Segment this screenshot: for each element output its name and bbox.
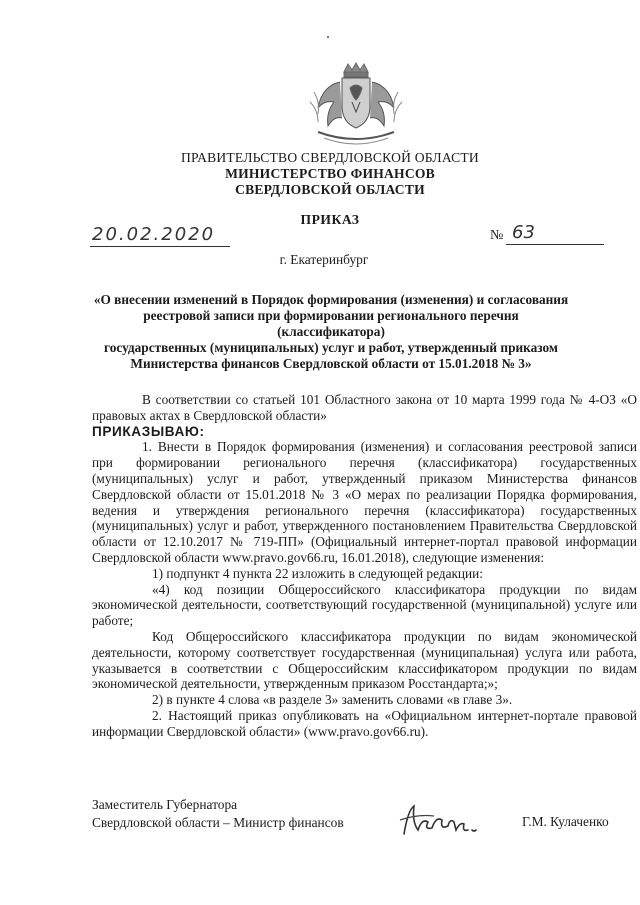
item-1-paragraph: 1. Внести в Порядок формирования (изменения) и согласования реестровой записи при формировании регионального перечня (классификатора) государственных (муниципальных) услуг и работ, утвержденный приказом Министерства финансов Свердловской области от 15.01.2018 № 3 «О мерах по реализации Порядка формирования, ведения и утверждения регионального перечня (классификатора) государственных (муниципальных) услуг и работ, утвержденного постановлением Правительства Свердловской области от 12.10.2017 № 719-ПП» (Официальный интернет-портал правовой информации Свердловской области www.pravo.gov66.ru, 16.01.2018), следующие изменения:	[92, 439, 637, 565]
title-line: «О внесении изменений в Порядок формирования (изменения) и согласования	[93, 292, 569, 307]
scan-speck	[327, 36, 329, 38]
title-line: государственных (муниципальных) услуг и работ, утвержденный приказом	[104, 340, 558, 355]
position-line-2: Свердловской области – Министр финансов	[92, 815, 344, 830]
signatory-name: Г.М. Кулаченко	[522, 814, 609, 829]
order-number-sign: №	[490, 228, 504, 243]
coat-of-arms-icon	[304, 62, 408, 148]
order-title: ПРИКАЗ	[300, 212, 360, 227]
position-line-1: Заместитель Губернатора	[92, 797, 238, 812]
date-underline	[90, 246, 230, 247]
preamble-paragraph: В соответствии со статьей 101 Областного закона от 10 марта 1999 года № 4-ОЗ «О правовых актах в Свердловской области»	[92, 392, 637, 423]
number-underline	[506, 244, 604, 245]
decree-word: ПРИКАЗЫВАЮ:	[92, 423, 205, 439]
header-region: СВЕРДЛОВСКОЙ ОБЛАСТИ	[235, 182, 425, 197]
subitem-1-paragraph: 1) подпункт 4 пункта 22 изложить в следующей редакции:	[152, 565, 483, 581]
order-subject-title	[92, 292, 570, 372]
order-body	[92, 392, 637, 740]
quote-paragraph-1: «4) код позиции Общероссийского классификатора продукции по видам экономической деятельности, соответствующий государственной (муниципальной) услуге или работе;	[92, 581, 637, 629]
handwritten-signature	[398, 800, 494, 840]
quote-paragraph-2: Код Общероссийского классификатора продукции по видам экономической деятельности, которому соответствует государственная (муниципальная) услуга или работа, указывается в соответствии с Общероссийским классификатором продукции по видам экономической деятельности, утвержденным приказом Росстандарта;»;	[92, 628, 637, 692]
order-number: 63	[512, 222, 535, 243]
subitem-2-paragraph: 2) в пункте 4 слова «в разделе 3» заменить словами «в главе 3».	[152, 692, 513, 708]
header-ministry: МИНИСТЕРСТВО ФИНАНСОВ	[225, 166, 435, 181]
header-government: ПРАВИТЕЛЬСТВО СВЕРДЛОВСКОЙ ОБЛАСТИ	[181, 150, 479, 165]
signatory-position	[92, 796, 344, 832]
item-2-paragraph: 2. Настоящий приказ опубликовать на «Официальном интернет-портале правовой информации Свердловской области» (www.pravo.gov66.ru).	[92, 707, 637, 739]
order-city: г. Екатеринбург	[279, 252, 369, 267]
title-line: Министерства финансов Свердловской области от 15.01.2018 № 3»	[130, 356, 532, 371]
title-line: реестровой записи при формировании регионального перечня (классификатора)	[143, 308, 519, 339]
order-date: 20.02.2020	[92, 224, 216, 245]
